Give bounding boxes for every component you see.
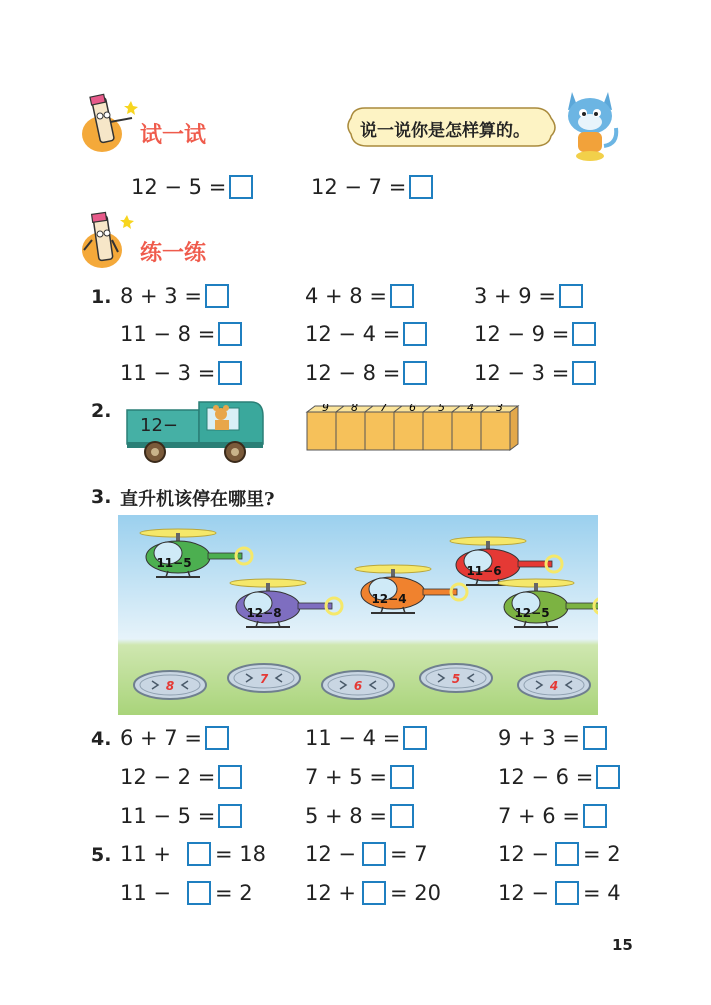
answer-box[interactable] — [409, 175, 433, 199]
landing-pad[interactable] — [228, 664, 300, 692]
cat-mascot-icon — [558, 86, 622, 166]
answer-box[interactable] — [218, 765, 242, 789]
answer-box[interactable] — [218, 322, 242, 346]
answer-box[interactable] — [572, 322, 596, 346]
answer-box[interactable] — [583, 726, 607, 750]
q4-r3-c1: 11 − 5 = — [120, 803, 245, 829]
answer-box[interactable] — [187, 842, 211, 866]
answer-box[interactable] — [559, 284, 583, 308]
q1-r1-c2: 4 + 8 = — [305, 283, 417, 309]
q4-r2-c2: 7 + 5 = — [305, 764, 417, 790]
practice-section-title: 练一练 — [140, 240, 207, 266]
q4-r1-c1: 6 + 7 = — [120, 725, 232, 751]
cube-label: 9 — [322, 404, 329, 414]
question-number-1: 1. — [91, 286, 112, 308]
answer-box[interactable] — [403, 726, 427, 750]
answer-box[interactable] — [572, 361, 596, 385]
q5-r1-c2: 12 − = 7 — [305, 842, 428, 866]
answer-box[interactable] — [555, 881, 579, 905]
landing-pad[interactable] — [518, 671, 590, 699]
pad-label: 5 — [451, 672, 461, 686]
cube-label: 7 — [380, 404, 387, 414]
pencil-mascot-icon — [80, 210, 140, 276]
q5-r2-c2: 12 + = 20 — [305, 881, 441, 905]
try-equation-1: 12 − 5 = — [131, 174, 256, 200]
speech-text: 说一说你是怎样算的。 — [360, 121, 530, 141]
cube-label: 5 — [438, 404, 445, 414]
helicopter-label: 11−6 — [466, 564, 502, 578]
answer-box[interactable] — [187, 881, 211, 905]
answer-box[interactable] — [218, 804, 242, 828]
q4-r1-c2: 11 − 4 = — [305, 725, 430, 751]
answer-box[interactable] — [390, 804, 414, 828]
answer-box[interactable] — [403, 361, 427, 385]
q1-r2-c1: 11 − 8 = — [120, 321, 245, 347]
q1-r3-c1: 11 − 3 = — [120, 360, 245, 386]
q1-r2-c2: 12 − 4 = — [305, 321, 430, 347]
pad-label: 8 — [165, 679, 175, 693]
question-3-text: 直升机该停在哪里? — [120, 489, 275, 510]
answer-box[interactable] — [596, 765, 620, 789]
truck-label: 12− — [140, 415, 178, 436]
answer-box[interactable] — [555, 842, 579, 866]
q4-r3-c3: 7 + 6 = — [498, 803, 610, 829]
helicopter-label: 12−5 — [514, 606, 550, 620]
q5-r1-c1: 11 + = 18 — [120, 842, 266, 866]
answer-box[interactable] — [229, 175, 253, 199]
answer-box[interactable] — [205, 284, 229, 308]
landing-pad[interactable] — [134, 671, 206, 699]
q1-r2-c3: 12 − 9 = — [474, 321, 599, 347]
cube-label: 6 — [409, 404, 416, 414]
try-equation-2: 12 − 7 = — [311, 174, 436, 200]
helicopter-label: 12−8 — [246, 606, 282, 620]
helicopter-label: 12−4 — [371, 592, 407, 606]
landing-pad[interactable] — [322, 671, 394, 699]
answer-box[interactable] — [362, 881, 386, 905]
q4-r2-c3: 12 − 6 = — [498, 764, 623, 790]
question-number-4: 4. — [91, 728, 112, 750]
q5-r2-c3: 12 − = 4 — [498, 881, 621, 905]
page-number: 15 — [612, 936, 633, 954]
number-cubes — [305, 404, 527, 458]
answer-box[interactable] — [390, 284, 414, 308]
pad-label: 4 — [549, 679, 559, 693]
answer-box[interactable] — [218, 361, 242, 385]
answer-box[interactable] — [583, 804, 607, 828]
try-section-title: 试一试 — [140, 122, 207, 148]
pad-label: 6 — [353, 679, 363, 693]
landing-pad[interactable] — [420, 664, 492, 692]
q5-r2-c1: 11 − = 2 — [120, 881, 253, 905]
answer-box[interactable] — [205, 726, 229, 750]
answer-box[interactable] — [390, 765, 414, 789]
answer-box[interactable] — [362, 842, 386, 866]
cube-label: 3 — [496, 404, 503, 414]
q1-r1-c1: 8 + 3 = — [120, 283, 232, 309]
cube-label: 8 — [351, 404, 358, 414]
cube-label: 4 — [467, 404, 474, 414]
q4-r3-c2: 5 + 8 = — [305, 803, 417, 829]
q1-r3-c3: 12 − 3 = — [474, 360, 599, 386]
q1-r3-c2: 12 − 8 = — [305, 360, 430, 386]
pencil-mascot-icon — [80, 92, 140, 158]
pad-label: 7 — [259, 672, 269, 686]
helicopter-scene — [118, 515, 598, 715]
question-number-5: 5. — [91, 844, 112, 866]
answer-box[interactable] — [403, 322, 427, 346]
q4-r2-c1: 12 − 2 = — [120, 764, 245, 790]
helicopter-label: 11−5 — [156, 556, 192, 570]
question-number-2: 2. — [91, 400, 112, 422]
question-number-3: 3. — [91, 486, 112, 508]
q1-r1-c3: 3 + 9 = — [474, 283, 586, 309]
q4-r1-c3: 9 + 3 = — [498, 725, 610, 751]
q5-r1-c3: 12 − = 2 — [498, 842, 621, 866]
